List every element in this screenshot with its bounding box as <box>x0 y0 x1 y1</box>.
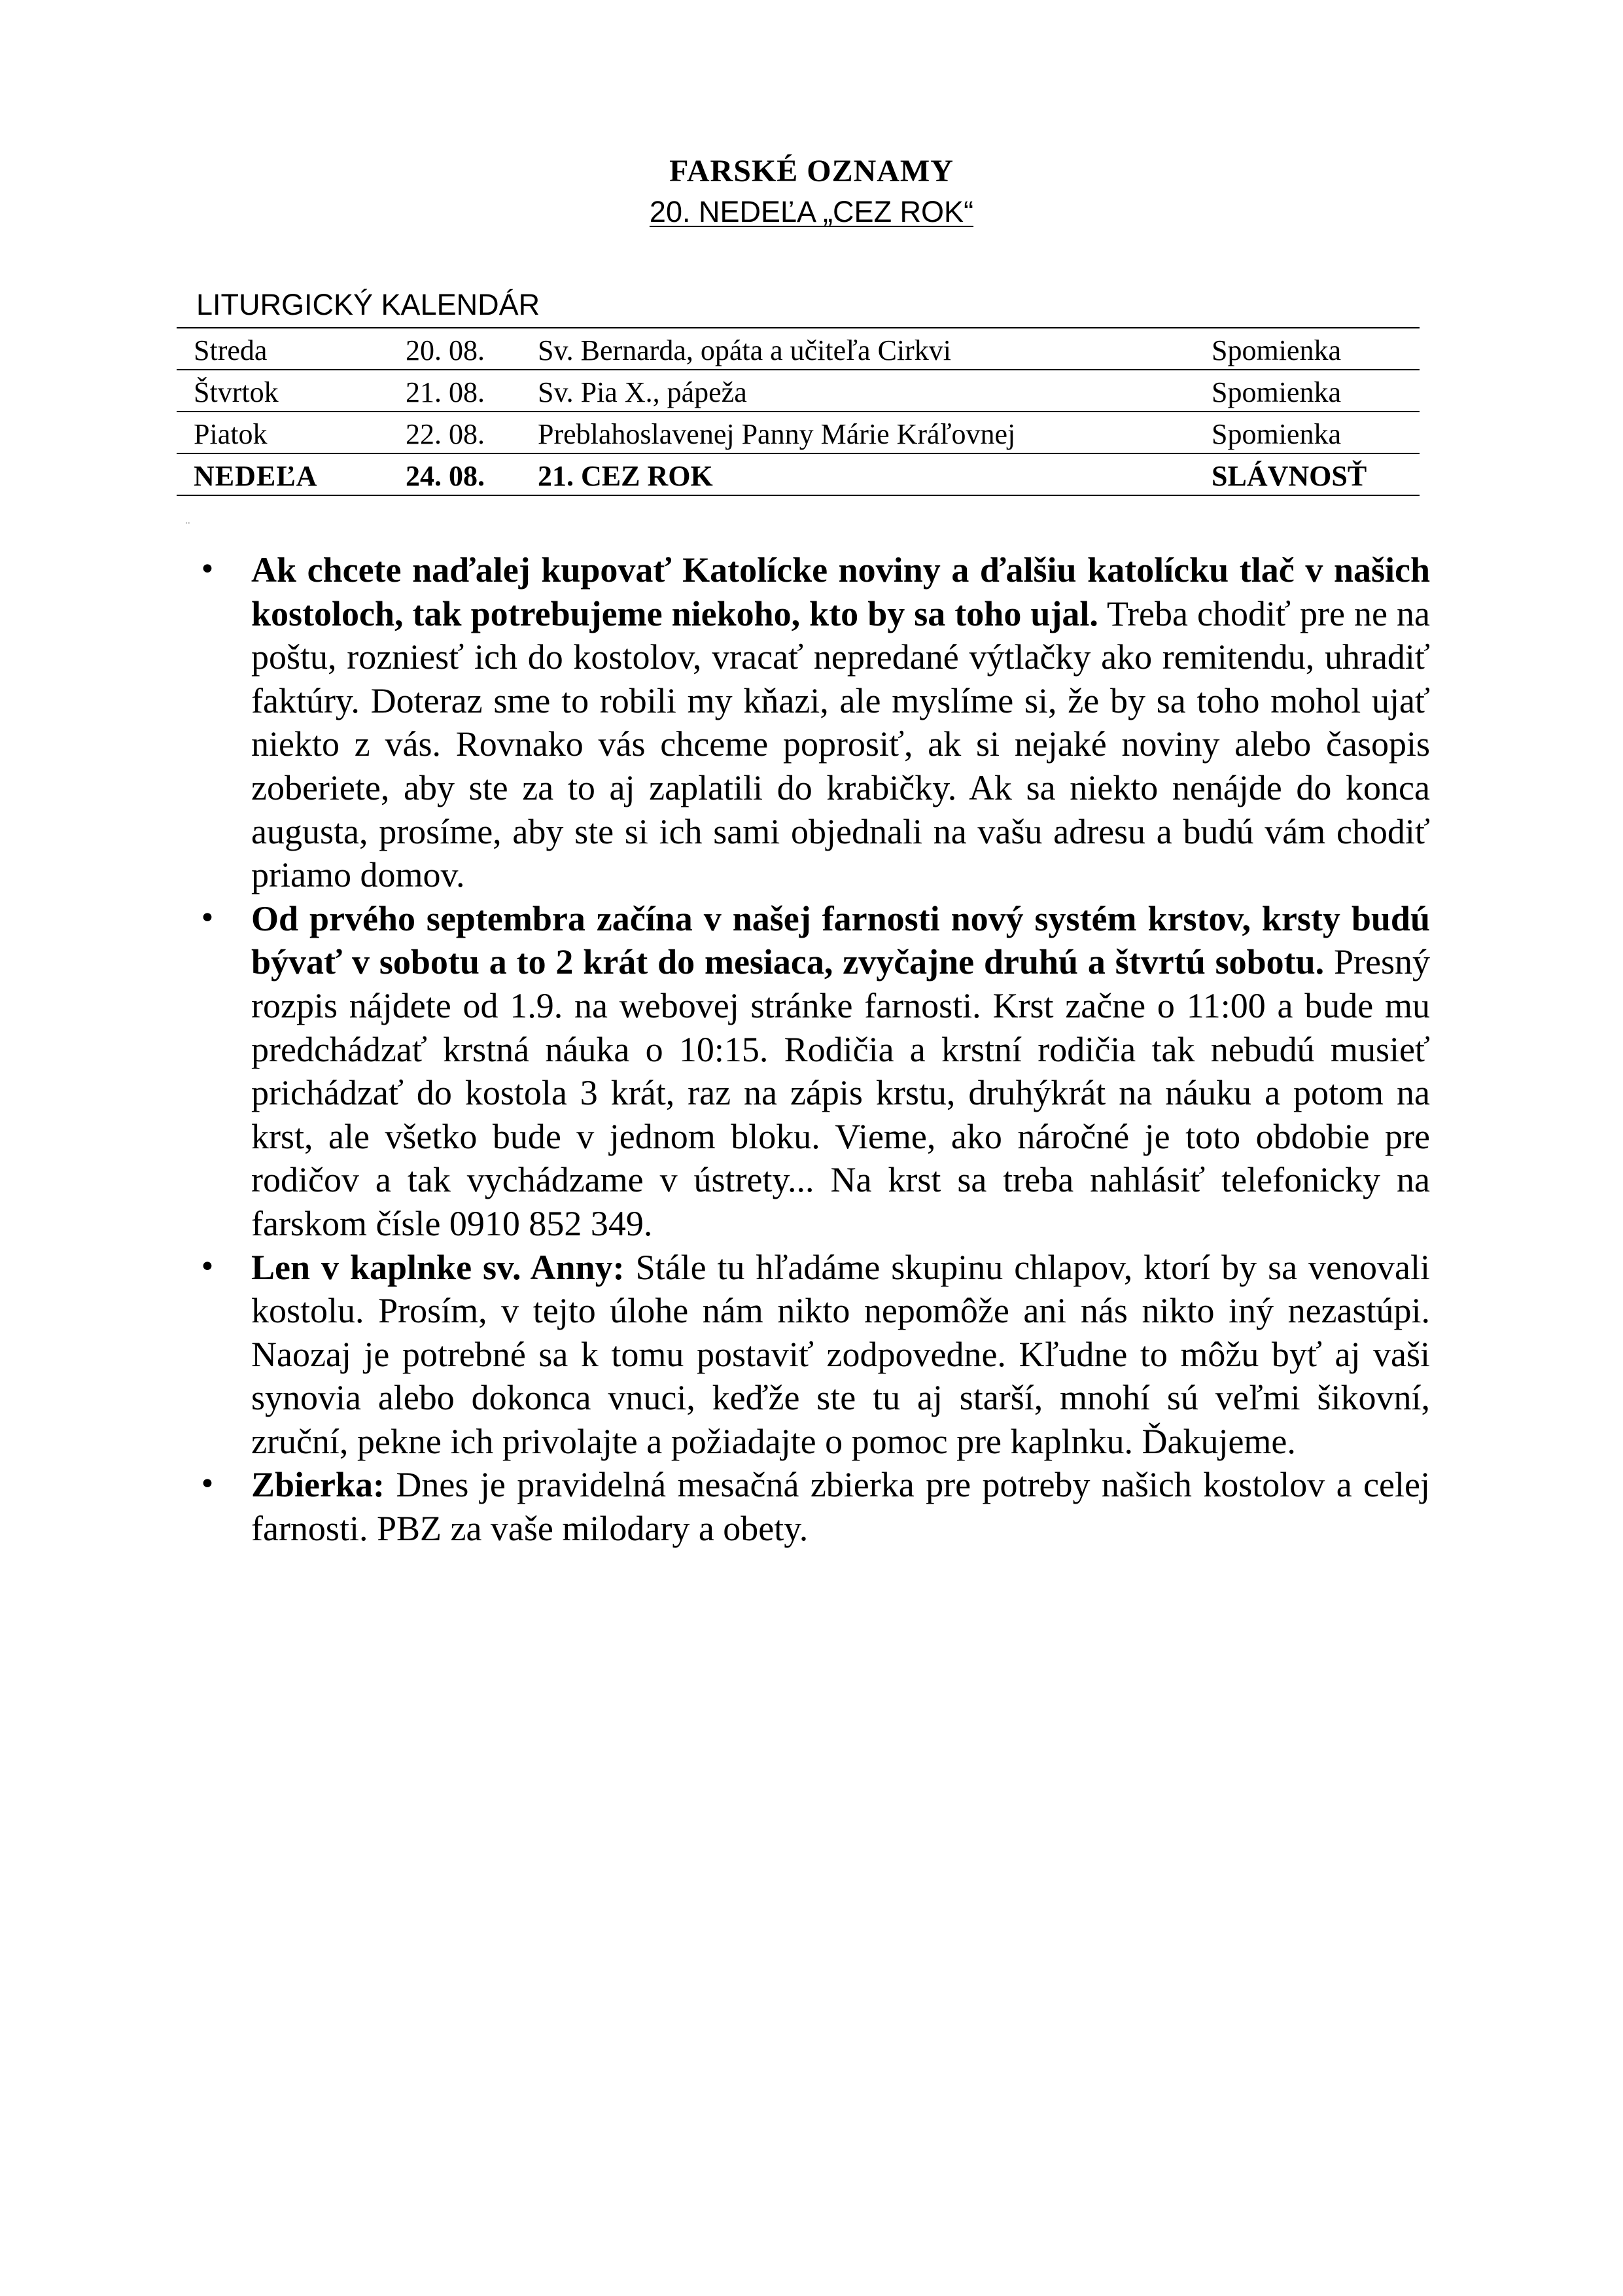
announcement-text: Dnes je pravidelná mesačná zbierka pre potreby našich kostolov a celej farnosti. PBZ za vaše milodary a obety. <box>251 1465 1430 1549</box>
calendar-celebration: 21. CEZ ROK <box>538 460 713 492</box>
calendar-day: Piatok <box>194 418 268 450</box>
bullet-icon: • <box>199 901 216 935</box>
calendar-day: NEDEĽA <box>194 460 318 492</box>
announcement-text: Presný rozpis nájdete od 1.9. na webovej stránke farnosti. Krst začne o 11:00 a bude mu predchádzať krstná náuka o 10:15. Rodičia a krstní rodičia tak nebudú musieť prichádzať do kostola 3 krát, raz na zápis krstu, druhýkrát na náuku a potom na krst, ale všetko bude v jednom bloku. Vieme, ako náročné je toto obdobie pre rodičov a tak vychádzame v ústrety... Na krst sa treba nahlásiť telefonicky na farskom čísle 0910 852 349. <box>251 942 1430 1243</box>
calendar-rank: Spomienka <box>1212 376 1341 408</box>
list-item <box>199 1463 1430 1550</box>
calendar-row <box>177 369 1420 411</box>
bullet-icon: • <box>199 1468 216 1502</box>
calendar-row-sunday <box>177 453 1420 496</box>
calendar-day: Streda <box>194 334 268 366</box>
announcement-lead: Len v kaplnke sv. Anny: <box>251 1247 625 1287</box>
calendar-date: 22. 08. <box>406 418 485 450</box>
list-item <box>199 548 1430 897</box>
calendar-date: 24. 08. <box>406 460 485 492</box>
announcements-list <box>199 548 1430 1551</box>
bullet-icon: • <box>199 1250 216 1284</box>
calendar-row <box>177 411 1420 453</box>
page-title: FARSKÉ OZNAMY <box>669 154 954 188</box>
calendar-date: 20. 08. <box>406 334 485 366</box>
announcement-lead: Od prvého septembra začína v našej farnosti nový systém krstov, krsty budú bývať v sobotu a to 2 krát do mesiaca, zvyčajne druhú a štvrtú sobotu. <box>251 898 1430 982</box>
list-item <box>199 1246 1430 1464</box>
announcement-lead: Zbierka: <box>251 1465 385 1505</box>
calendar-rank: Spomienka <box>1212 418 1341 450</box>
stray-mark: .. <box>185 515 190 525</box>
calendar-celebration: Sv. Pia X., pápeža <box>538 376 747 408</box>
subtitle-text: 20. NEDEĽA „CEZ ROK“ <box>649 195 974 228</box>
calendar-celebration: Preblahoslavenej Panny Márie Kráľovnej <box>538 418 1016 450</box>
calendar-date: 21. 08. <box>406 376 485 408</box>
announcement-text: Stále tu hľadáme skupinu chlapov, ktorí by sa venovali kostolu. Prosím, v tejto úlohe nám nikto nepomôže ani nás nikto iný nezastúpi. Naozaj je potrebné sa k tomu postaviť zodpovedne. Kľudne to môžu byť aj vaši synovia alebo dokonca vnuci, keďže ste tu aj starší, mnohí sú veľmi šikovní, zruční, pekne ich privolajte a požiadajte o pomoc pre kaplnku. Ďakujeme. <box>251 1247 1430 1461</box>
calendar-rank: Spomienka <box>1212 334 1341 366</box>
announcement-lead: Ak chcete naďalej kupovať Katolícke noviny a ďalšiu katolícku tlač v našich kostoloch, tak potrebujeme niekoho, kto by sa toho ujal. <box>251 550 1430 633</box>
calendar-rank: SLÁVNOSŤ <box>1212 460 1367 492</box>
list-item <box>199 897 1430 1246</box>
announcement-text: Treba chodiť pre ne na poštu, rozniesť ich do kostolov, vracať nepredané výtlačky ako remitendu, uhradiť faktúry. Doteraz sme to robili my kňazi, ale myslíme si, že by sa toho mohol ujať niekto z vás. Rovnako vás chceme poprosiť, ak si nejaké noviny alebo časopis zoberiete, aby ste za to aj zaplatili do krabičky. Ak sa niekto nenájde do konca augusta, prosíme, aby ste si ich sami objednali na vašu adresu a budú vám chodiť priamo domov. <box>251 593 1430 895</box>
page-subtitle <box>0 194 1623 230</box>
calendar-heading: LITURGICKÝ KALENDÁR <box>196 288 540 321</box>
bullet-icon: • <box>199 553 216 586</box>
calendar-day: Štvrtok <box>194 376 279 408</box>
liturgical-calendar-table <box>177 327 1420 496</box>
calendar-celebration: Sv. Bernarda, opáta a učiteľa Cirkvi <box>538 334 952 366</box>
calendar-row <box>177 327 1420 369</box>
